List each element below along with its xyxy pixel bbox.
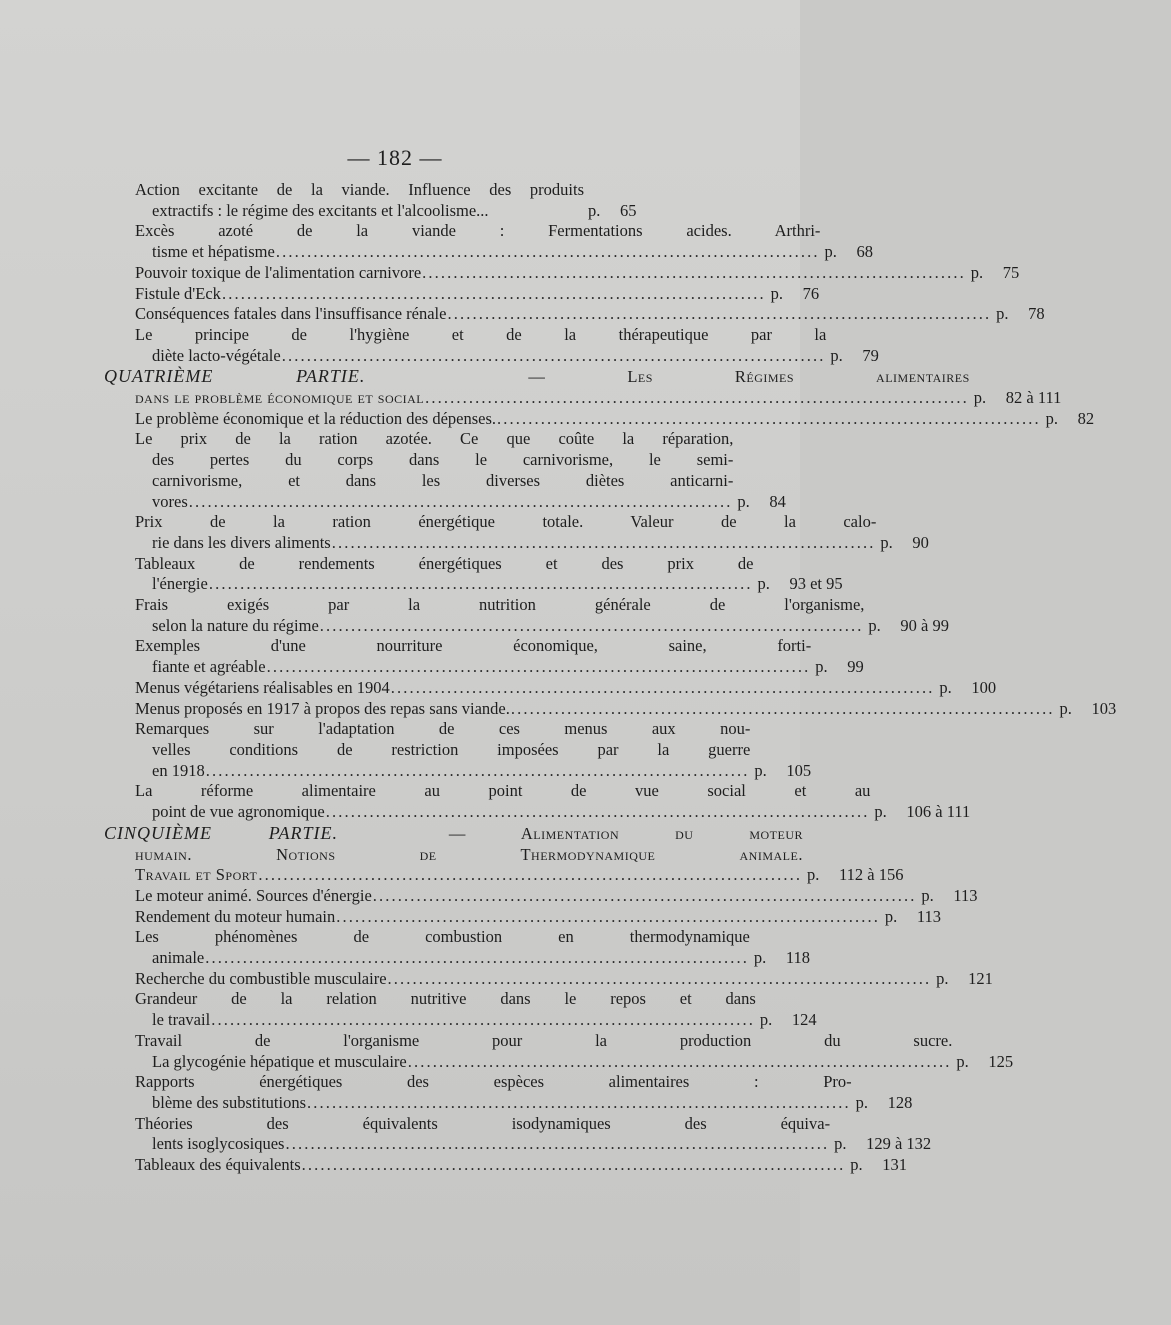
toc-entry-line [135, 740, 750, 761]
page-prefix: p. [806, 865, 820, 885]
toc-entry-title [104, 180, 584, 221]
page-prefix: p. [1059, 698, 1072, 718]
toc-entry-title [104, 1031, 952, 1072]
toc-entry-title [104, 886, 917, 907]
toc-entry-line [135, 201, 584, 222]
dot-leader [258, 865, 799, 886]
toc-entry-text: Recherche du combustible musculaire [135, 968, 387, 988]
page-prefix: p. [874, 802, 887, 822]
dot-leader [320, 616, 861, 637]
toc-entry-title [104, 409, 1042, 430]
toc-entry-text: Rapports énergétiques des espèces alimentaires : Pro- [135, 1072, 852, 1092]
page-prefix: p. [936, 968, 949, 988]
toc-entry [104, 989, 817, 1030]
dot-leader [388, 969, 929, 990]
toc-entry-text: extractifs : le régime des excitants et l'alcoolisme... [152, 200, 489, 220]
toc-entry-line [135, 1072, 852, 1093]
toc-entry-text: — Alimentation du moteur [448, 823, 803, 843]
dot-leader [205, 948, 746, 969]
toc-entry-line [104, 865, 803, 886]
toc-entry-line [135, 325, 826, 346]
toc-entry-text: carnivorisme, et dans les diverses diètes anticarni- [152, 470, 734, 490]
toc-entry-text: Le moteur animé. Sources d'énergie [135, 885, 372, 905]
page-reference: 100 [971, 677, 997, 697]
toc-entry-title [104, 989, 756, 1030]
page-reference: 79 [862, 345, 879, 365]
page-prefix: p. [815, 657, 828, 677]
toc-entry [104, 429, 786, 512]
dot-leader [391, 678, 932, 699]
toc-entry-line [135, 802, 870, 823]
toc-entry-line [135, 948, 750, 969]
toc-entry-text: Pouvoir toxique de l'alimentation carnivore [135, 262, 422, 282]
toc-entry-line [135, 616, 864, 637]
toc-entry-line [135, 907, 881, 928]
toc-entry-line [135, 284, 767, 305]
dot-leader [222, 284, 763, 305]
toc-entry-text: — Les Régimes alimentaires [528, 367, 970, 387]
dot-leader [511, 699, 1052, 720]
toc-entry-title [104, 781, 870, 822]
toc-entry-text: Fistule d'Eck [135, 283, 221, 303]
dot-leader [209, 574, 750, 595]
toc-entry-line [135, 471, 733, 492]
toc-entry-line [135, 595, 864, 616]
toc-entry-line [135, 180, 584, 201]
toc-entry-line [104, 845, 803, 866]
page-prefix: p. [754, 760, 767, 780]
toc-entry-line [135, 346, 826, 367]
toc-entry-text: animale [152, 948, 205, 968]
toc-entry-text: le travail [152, 1010, 211, 1030]
toc-entry-line [104, 388, 970, 409]
toc-entry [104, 512, 929, 553]
toc-entry-text: Tableaux de rendements énergétiques et des prix de [135, 553, 754, 573]
toc-entry-title [104, 1114, 830, 1155]
dot-leader [189, 492, 730, 513]
page-prefix: p. [737, 491, 750, 511]
toc-entry [104, 927, 810, 968]
toc-entry-line [135, 761, 750, 782]
page-reference: 128 [887, 1092, 913, 1112]
page-reference: 129 à 132 [866, 1134, 932, 1154]
toc-entry-text: Tableaux des équivalents [135, 1155, 301, 1175]
toc-entry-text: Frais exigés par la nutrition générale de l'organisme, [135, 595, 865, 615]
toc-entry-text: velles conditions de restriction imposées par la guerre [152, 739, 751, 759]
toc-entry-text: Excès azoté de la viande : Fermentations acides. Arthri- [135, 221, 821, 241]
toc-entry-text: rie dans les divers aliments [152, 532, 331, 552]
toc-entry-title [104, 823, 803, 886]
toc-entry-line [135, 1010, 756, 1031]
page-reference: 93 et 95 [789, 574, 843, 594]
toc-entry-text: dans le problème économique et social [135, 388, 425, 408]
toc-entry-line [135, 533, 876, 554]
toc-entry [104, 781, 971, 822]
toc-entry [104, 595, 949, 636]
page-reference: 106 à 111 [906, 802, 971, 822]
dot-leader [307, 1093, 848, 1114]
dot-leader [326, 802, 867, 823]
page-prefix: p. [884, 906, 898, 926]
toc-entry-line [135, 304, 992, 325]
toc-entry-title [104, 304, 992, 325]
toc-entry-text: Le problème économique et la réduction des dépenses. [135, 408, 497, 428]
toc-entry [104, 324, 879, 366]
toc-entry-title [104, 636, 811, 677]
toc-entry-line [135, 969, 932, 990]
page-prefix: p. [868, 615, 881, 635]
page-reference: 78 [1028, 304, 1045, 324]
dot-leader [336, 907, 877, 928]
toc-entry-text: selon la nature du régime [152, 615, 319, 635]
toc-entry-line [135, 886, 917, 907]
toc-entry-text: Le prix de la ration azotée. Ce que coûte la réparation, [135, 429, 734, 449]
toc-entry-title [104, 429, 733, 512]
page-prefix: p. [834, 1134, 847, 1154]
toc-entry [104, 283, 820, 305]
page-reference: 65 [620, 200, 637, 220]
page-reference: 125 [988, 1051, 1014, 1071]
toc-entry-line [135, 657, 811, 678]
toc-entry-text: Remarques sur l'adaptation de ces menus aux nou- [135, 719, 751, 739]
toc-entry-title [104, 1072, 852, 1113]
page-prefix: p. [850, 1155, 863, 1175]
dot-leader [408, 1052, 949, 1073]
toc-entry [104, 553, 843, 595]
toc-entry-title [104, 927, 750, 968]
toc-entry-text: Menus végétariens réalisables en 1904 [135, 677, 390, 697]
page-prefix: p. [759, 1010, 773, 1030]
toc-entry-text: des pertes du corps dans le carnivorisme, le semi- [152, 450, 734, 470]
toc-entry-text: blème des substitutions [152, 1092, 306, 1112]
page-reference: 113 [916, 906, 942, 926]
dot-leader [282, 346, 823, 367]
toc-entry-line [135, 409, 1042, 430]
page-prefix: p. [921, 885, 934, 905]
toc-entry-text: vores [152, 491, 188, 511]
toc-entry [104, 1030, 1014, 1072]
toc-entry-text: Prix de la ration énergétique totale. Valeur de la calo- [135, 512, 877, 532]
toc-entry-line [135, 242, 820, 263]
dot-leader [497, 409, 1038, 430]
toc-entry [104, 885, 978, 907]
page-reference: 75 [1002, 262, 1020, 282]
toc-entry-title [104, 366, 970, 408]
dot-leader [211, 1010, 752, 1031]
toc-entry-text: Exemples d'une nourriture économique, saine, forti- [135, 636, 812, 656]
page-prefix: p. [996, 304, 1009, 324]
toc-part-heading [104, 366, 1062, 408]
page-reference: 84 [769, 491, 786, 511]
page-reference: 112 à 156 [838, 865, 904, 885]
page-number: — 182 — [347, 145, 443, 170]
page-reference: 76 [802, 283, 820, 303]
page-prefix: p. [588, 200, 601, 220]
toc-entry-text: Conséquences fatales dans l'insuffisance rénale [135, 304, 447, 324]
page-prefix: p. [757, 574, 770, 594]
toc-entry-text: l'énergie [152, 574, 208, 594]
toc-entry-line [135, 263, 967, 284]
page-reference: 124 [791, 1010, 817, 1030]
toc-entry-text: La glycogénie hépatique et musculaire [152, 1051, 407, 1071]
toc-entry-line [135, 1052, 952, 1073]
toc-entry-text: Rendement du moteur humain [135, 906, 336, 926]
dot-leader [447, 304, 988, 325]
toc-entry-text: lents isoglycosiques [152, 1134, 285, 1154]
page-prefix: p. [939, 677, 952, 697]
toc-entry [104, 698, 1117, 720]
toc-entry-text: Travail et Sport [135, 865, 258, 885]
toc-entry-title [104, 678, 935, 699]
toc-entry [104, 1113, 932, 1155]
toc-part-heading [104, 822, 904, 886]
toc-entry-text: Théories des équivalents isodynamiques des équiva- [135, 1113, 831, 1133]
page-prefix: p. [855, 1092, 868, 1112]
page-prefix: p. [824, 242, 837, 262]
toc-entry-title [104, 907, 881, 928]
toc-entry-text: Les phénomènes de combustion en thermodynamique [135, 927, 750, 947]
toc-entry [104, 304, 1045, 325]
page-reference: 90 [912, 532, 929, 552]
page-reference: 82 [1077, 408, 1095, 428]
toc-entry [104, 1155, 907, 1176]
page-prefix: p. [753, 948, 767, 968]
toc-entry-title [104, 325, 826, 366]
page-reference: 105 [786, 760, 812, 780]
page-prefix: p. [770, 283, 783, 303]
toc-entry-line [135, 719, 750, 740]
page-prefix: p. [970, 262, 984, 282]
page-prefix: p. [880, 532, 893, 552]
page-prefix: p. [973, 388, 987, 408]
dot-leader [302, 1155, 843, 1176]
toc-entry-title [104, 595, 864, 636]
dot-leader [422, 263, 963, 284]
toc-entry-line [135, 554, 753, 575]
dot-leader [206, 761, 747, 782]
toc-entry-title [104, 1155, 846, 1176]
toc-entry-line [135, 1093, 852, 1114]
toc-entry-title [104, 969, 932, 990]
part-label: CINQUIÈME PARTIE. [104, 822, 338, 843]
page-reference: 68 [856, 242, 873, 262]
page-reference: 121 [968, 968, 993, 988]
toc-entry-text: tisme et hépatisme [152, 242, 275, 262]
toc-entry-title [104, 554, 753, 595]
toc-entry [104, 906, 942, 928]
toc-entry-line [135, 699, 1055, 720]
toc-entry [104, 677, 997, 699]
toc-entry-title [104, 284, 767, 305]
toc-entry-line [135, 1031, 952, 1052]
toc-entry-line [135, 512, 876, 533]
toc-entry [104, 968, 993, 990]
toc-entry-title [104, 719, 750, 781]
toc-entry [104, 262, 1020, 284]
toc-entry-title [104, 263, 967, 284]
toc-entry-line [135, 450, 733, 471]
toc-entry-text: humain. Notions de Thermodynamique animale. [135, 844, 803, 864]
toc-entry [104, 636, 864, 677]
toc-entry-text: Menus proposés en 1917 à propos des repas sans viande. [135, 698, 510, 718]
dot-leader [425, 388, 966, 409]
dot-leader [267, 657, 808, 678]
dot-leader [276, 242, 817, 263]
page-reference: 131 [882, 1155, 907, 1175]
toc-entry-line [135, 429, 733, 450]
toc-entry-line [135, 221, 820, 242]
toc-entry-title [104, 512, 876, 553]
toc-entry-title [104, 221, 820, 262]
toc-entry [104, 408, 1095, 430]
table-of-contents [104, 180, 1117, 1176]
toc-entry [104, 1072, 913, 1113]
toc-entry-line [135, 1155, 846, 1176]
toc-entry-text: point de vue agronomique [152, 802, 325, 822]
toc-entry [104, 221, 873, 262]
toc-entry-text: diète lacto-végétale [152, 345, 281, 365]
page-reference: 82 à 111 [1005, 388, 1062, 408]
page-reference: 103 [1091, 698, 1117, 718]
toc-entry-line [135, 1134, 830, 1155]
toc-entry-text: Action excitante de la viande. Influence des produits [135, 180, 584, 199]
toc-entry-line [135, 1114, 830, 1135]
toc-entry-line [135, 927, 750, 948]
part-label: QUATRIÈME PARTIE. [104, 366, 366, 387]
dot-leader [285, 1134, 826, 1155]
page-prefix: p. [1045, 408, 1059, 428]
page-reference: 90 à 99 [900, 615, 949, 635]
toc-entry-text: La réforme alimentaire au point de vue social et au [135, 781, 871, 801]
toc-entry-line [135, 574, 753, 595]
page-reference: 113 [953, 885, 978, 905]
toc-entry-line [135, 492, 733, 513]
toc-entry-text: Le principe de l'hygiène et de la thérapeutique par la [135, 324, 827, 344]
dot-leader [332, 533, 873, 554]
toc-entry [104, 719, 812, 781]
toc-entry-text: en 1918 [152, 760, 205, 780]
toc-entry-line [104, 366, 970, 388]
page-prefix: p. [956, 1051, 969, 1071]
dot-leader [373, 886, 914, 907]
toc-entry-line [135, 781, 870, 802]
toc-entry-title [104, 699, 1055, 720]
toc-entry-line [135, 989, 756, 1010]
page-reference: 118 [785, 948, 810, 968]
page-prefix: p. [830, 345, 843, 365]
page-reference: 99 [847, 657, 864, 677]
toc-entry-line [135, 678, 935, 699]
toc-entry-line [135, 636, 811, 657]
toc-entry-text: Travail de l'organisme pour la production du sucre. [135, 1030, 953, 1050]
toc-entry-text: Grandeur de la relation nutritive dans le repos et dans [135, 989, 756, 1009]
toc-entry-line [104, 823, 803, 845]
toc-entry [104, 180, 700, 221]
toc-entry-text: fiante et agréable [152, 657, 266, 677]
